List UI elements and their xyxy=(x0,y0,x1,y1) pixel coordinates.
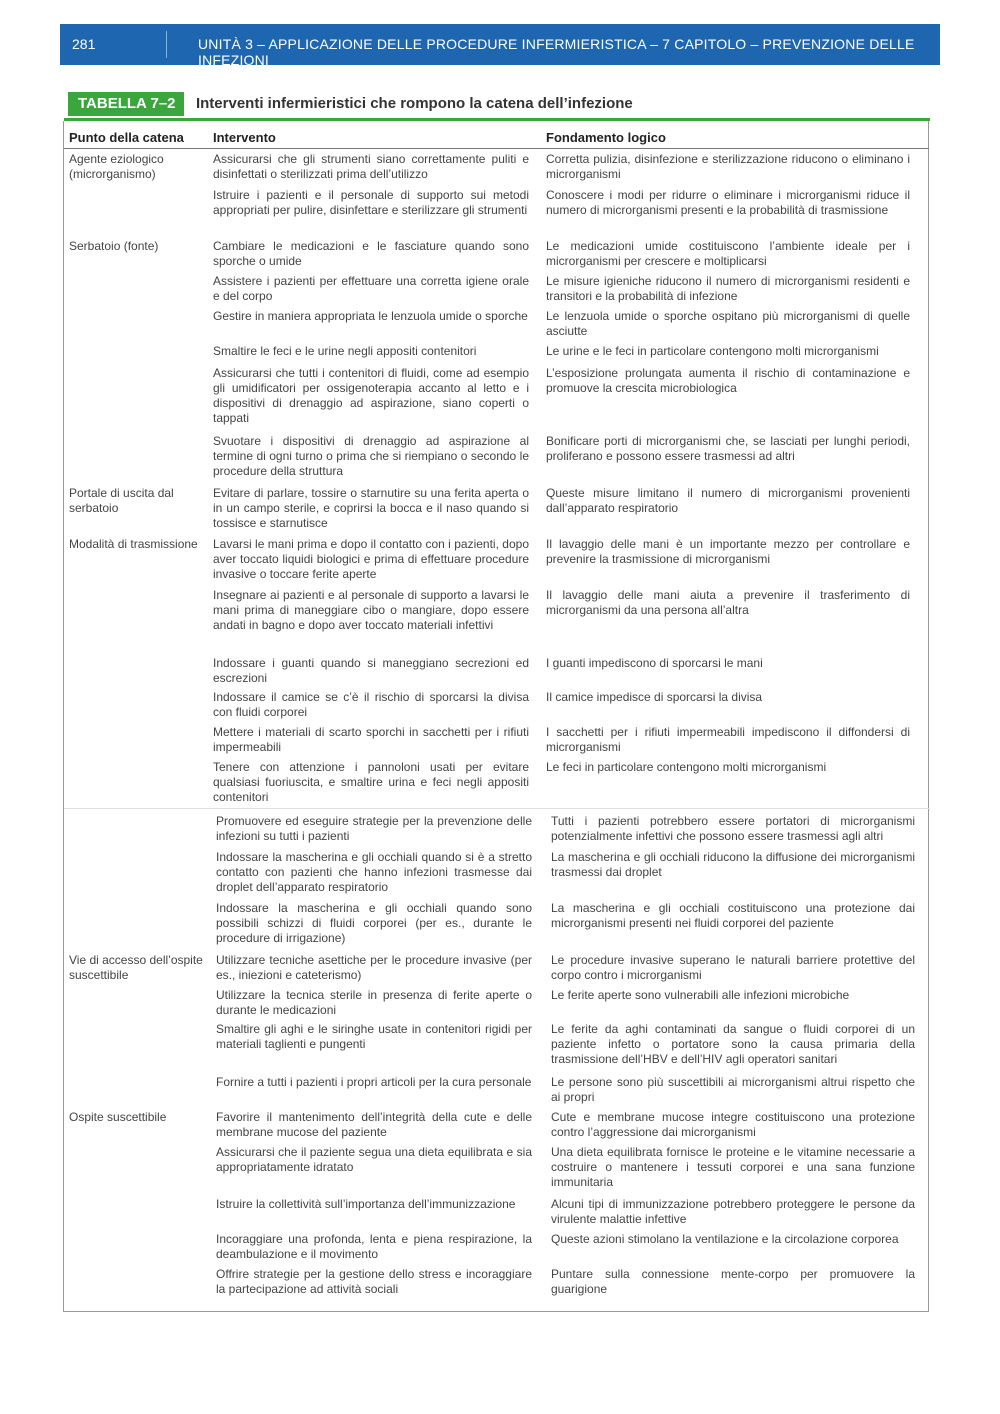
row-9-fondamento: Queste misure limitano il numero di microrganismi provenienti dall’apparato respiratorio xyxy=(546,486,910,515)
row-22-intervento: Fornire a tutti i pazienti i propri articoli per la cura personale xyxy=(216,1075,532,1089)
row-18-fondamento: La mascherina e gli occhiali costituiscono una protezione dai microrganismi presenti nei fluidi corporei del paziente xyxy=(551,901,915,930)
row-14-intervento: Mettere i materiali di scarto sporchi in sacchetti per i rifiuti impermeabili xyxy=(213,725,529,754)
row-9-punto: Portale di uscita dal serbatoio xyxy=(69,486,174,515)
row-19-punto: Vie di accesso dell’ospite suscettibile xyxy=(69,953,203,982)
row-16-intervento: Promuovere ed eseguire strategie per la prevenzione delle infezioni su tutti i pazienti xyxy=(216,814,532,843)
row-23-intervento: Favorire il mantenimento dell’integrità della cute e delle membrane mucose del paziente xyxy=(216,1110,532,1139)
row-2-fondamento: Conoscere i modi per ridurre o eliminare i microrganismi riduce il numero di microrganismi presenti e la probabilità di trasmissione xyxy=(546,188,910,217)
row-5-fondamento: Le lenzuola umide o sporche ospitano più microrganismi di quelle asciutte xyxy=(546,309,910,338)
row-26-fondamento: Queste azioni stimolano la ventilazione e la circolazione corporea xyxy=(551,1232,899,1246)
row-25-fondamento: Alcuni tipi di immunizzazione potrebbero proteggere le persone da virulente malattie infettive xyxy=(551,1197,915,1226)
row-10-intervento: Lavarsi le mani prima e dopo il contatto con i pazienti, dopo aver toccato liquidi biologici e prima di effettuare procedure invasive o toccare ferite aperte xyxy=(213,537,529,581)
row-27-intervento: Offrire strategie per la gestione dello stress e incoraggiare la partecipazione ad attività sociali xyxy=(216,1267,532,1296)
row-7-intervento: Assicurarsi che tutti i contenitori di fluidi, come ad esempio gli umidificatori per ossigenoterapia accanto al letto e i dispositivi di drenaggio ad aspirazione, siano coperti o tappati xyxy=(213,366,529,425)
row-4-fondamento: Le misure igieniche riducono il numero di microrganismi residenti e transitori e la probabilità di infezione xyxy=(546,274,910,303)
row-9-intervento: Evitare di parlare, tossire o starnutire su una ferita aperta o in un campo sterile, e coprirsi la bocca e il naso quando si tossisce e starnutisce xyxy=(213,486,529,530)
row-25-intervento: Istruire la collettività sull’importanza dell’immunizzazione xyxy=(216,1197,516,1211)
row-8-intervento: Svuotare i dispositivi di drenaggio ad aspirazione al termine di ogni turno o prima che si riempiano o secondo le procedure della struttura xyxy=(213,434,529,478)
row-22-fondamento: Le persone sono più suscettibili ai microrganismi altrui rispetto che ai propri xyxy=(551,1075,915,1104)
row-7-fondamento: L’esposizione prolungata aumenta il rischio di contaminazione e promuove la crescita microbiologica xyxy=(546,366,910,395)
row-13-fondamento: Il camice impedisce di sporcarsi la divisa xyxy=(546,690,763,704)
table-heading xyxy=(68,92,633,116)
row-13-intervento: Indossare il camice se c’è il rischio di sporcarsi la divisa con fluidi corporei xyxy=(213,690,529,719)
row-15-fondamento: Le feci in particolare contengono molti microrganismi xyxy=(546,760,827,774)
row-19-fondamento: Le procedure invasive superano le naturali barriere protettive del corpo contro i microrganismi xyxy=(551,953,915,982)
row-2-intervento: Istruire i pazienti e il personale di supporto sui metodi appropriati per pulire, disinfettare e sterilizzare gli strumenti xyxy=(213,188,529,217)
row-24-fondamento: Una dieta equilibrata fornisce le proteine e le vitamine necessarie a costruire o mantenere i tessuti corporei e una sana funzione immunitaria xyxy=(551,1145,915,1189)
row-11-fondamento: Il lavaggio delle mani aiuta a prevenire il trasferimento di microrganismi da una persona all’altra xyxy=(546,588,910,617)
row-18-intervento: Indossare la mascherina e gli occhiali quando sono possibili schizzi di fluidi corporei (per es., durante le procedure di irrigazione) xyxy=(216,901,532,945)
row-6-fondamento: Le urine e le feci in particolare contengono molti microrganismi xyxy=(546,344,879,358)
row-5-intervento: Gestire in maniera appropriata le lenzuola umide o sporche xyxy=(213,309,528,323)
column-header-punto: Punto della catena xyxy=(69,130,184,145)
row-20-fondamento: Le ferite aperte sono vulnerabili alle infezioni microbiche xyxy=(551,988,850,1002)
row-23-punto: Ospite suscettibile xyxy=(69,1110,167,1124)
row-21-intervento: Smaltire gli aghi e le siringhe usate in contenitori rigidi per materiali taglienti e pungenti xyxy=(216,1022,532,1051)
row-14-fondamento: I sacchetti per i rifiuti impermeabili impediscono il diffondersi di microrganismi xyxy=(546,725,910,754)
row-1-punto: Agente eziologico (microrganismo) xyxy=(69,152,164,181)
row-15-intervento: Tenere con attenzione i pannoloni usati per evitare qualsiasi fuoriuscita, e smaltire urina e feci negli appositi contenitori xyxy=(213,760,529,804)
table-title: Interventi infermieristici che rompono la catena dell’infezione xyxy=(195,95,633,112)
row-26-intervento: Incoraggiare una profonda, lenta e piena respirazione, la deambulazione e il movimento xyxy=(216,1232,532,1261)
row-3-fondamento: Le medicazioni umide costituiscono l’ambiente ideale per i microrganismi per crescere e moltiplicarsi xyxy=(546,239,910,268)
row-19-intervento: Utilizzare tecniche asettiche per le procedure invasive (per es., iniezioni e cateterismo) xyxy=(216,953,532,982)
row-3-punto: Serbatoio (fonte) xyxy=(69,239,159,253)
row-23-fondamento: Cute e membrane mucose integre costituiscono una protezione contro l’aggressione dai microrganismi xyxy=(551,1110,915,1139)
table-label: TABELLA 7–2 xyxy=(68,92,184,116)
row-6-intervento: Smaltire le feci e le urine negli appositi contenitori xyxy=(213,344,477,358)
scan-seam xyxy=(64,808,930,809)
row-1-fondamento: Corretta pulizia, disinfezione e sterilizzazione riducono o eliminano i microrganismi xyxy=(546,152,910,181)
page-number: 281 xyxy=(72,36,96,52)
row-11-intervento: Insegnare ai pazienti e al personale di supporto a lavarsi le mani prima di maneggiare cibo o mangiare, dopo essere andati in bagno e dopo aver toccato materiali infettivi xyxy=(213,588,529,632)
page-header xyxy=(60,24,940,68)
row-17-intervento: Indossare la mascherina e gli occhiali quando si è a stretto contatto con pazienti che hanno infezioni trasmesse dai droplet dell’apparato respiratorio xyxy=(216,850,532,894)
row-16-fondamento: Tutti i pazienti potrebbero essere portatori di microrganismi potenzialmente infettivi che possono essere trasmessi agli altri xyxy=(551,814,915,843)
row-24-intervento: Assicurarsi che il paziente segua una dieta equilibrata e sia appropriatamente idratato xyxy=(216,1145,532,1174)
row-21-fondamento: Le ferite da aghi contaminati da sangue o fluidi corporei di un paziente infetto o portatore sono la causa primaria della trasmissione dell’HBV e dell’HIV agli operatori sanitari xyxy=(551,1022,915,1066)
row-12-intervento: Indossare i guanti quando si maneggiano secrezioni ed escrezioni xyxy=(213,656,529,685)
row-17-fondamento: La mascherina e gli occhiali riducono la diffusione dei microrganismi trasmessi dai droplet xyxy=(551,850,915,879)
header-rule xyxy=(64,148,929,149)
row-10-punto: Modalità di trasmissione xyxy=(69,537,198,551)
header-title: UNITÀ 3 – APPLICAZIONE DELLE PROCEDURE INFERMIERISTICA – 7 CAPITOLO – PREVENZIONE DELLE INFEZIONI xyxy=(198,36,915,68)
row-20-intervento: Utilizzare la tecnica sterile in presenza di ferite aperte o durante le medicazioni xyxy=(216,988,532,1017)
header-divider xyxy=(166,31,167,58)
row-3-intervento: Cambiare le medicazioni e le fasciature quando sono sporche o umide xyxy=(213,239,529,268)
column-header-fondamento: Fondamento logico xyxy=(546,130,666,145)
row-12-fondamento: I guanti impediscono di sporcarsi le mani xyxy=(546,656,763,670)
column-header-intervento: Intervento xyxy=(213,130,276,145)
row-8-fondamento: Bonificare porti di microrganismi che, se lasciati per lunghi periodi, proliferano e possono essere trasmessi ad altri xyxy=(546,434,910,463)
row-27-fondamento: Puntare sulla connessione mente-corpo per promuovere la guarigione xyxy=(551,1267,915,1296)
row-10-fondamento: Il lavaggio delle mani è un importante mezzo per controllare e prevenire la trasmissione di microrganismi xyxy=(546,537,910,566)
row-1-intervento: Assicurarsi che gli strumenti siano correttamente puliti e disinfettati o sterilizzati prima dell’utilizzo xyxy=(213,152,529,181)
row-4-intervento: Assistere i pazienti per effettuare una corretta igiene orale e del corpo xyxy=(213,274,529,303)
